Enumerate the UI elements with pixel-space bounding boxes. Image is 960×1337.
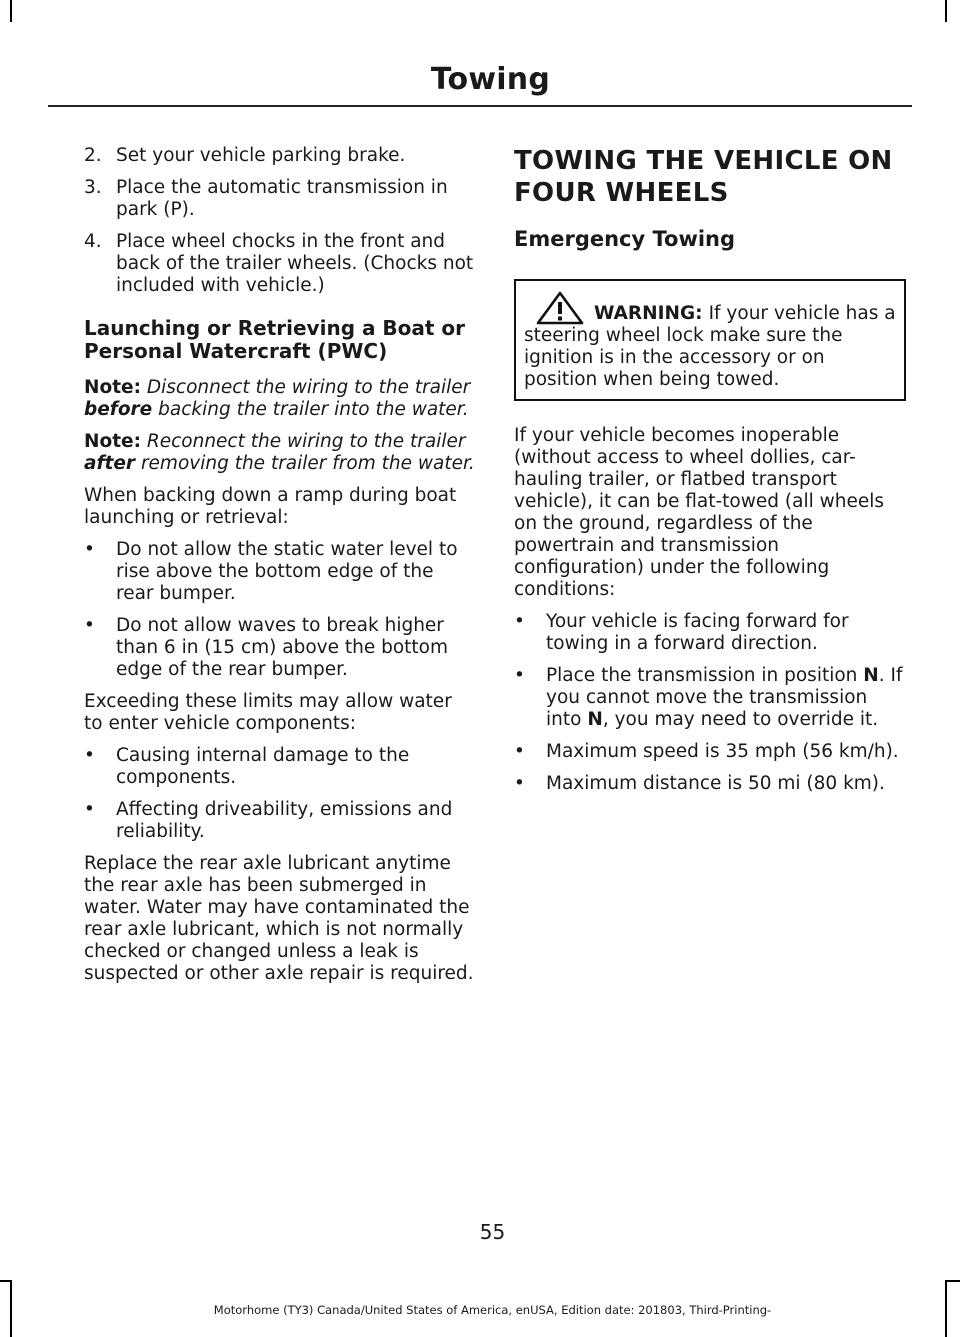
page-number: 55	[479, 1220, 506, 1244]
gear-n-label: N	[863, 665, 879, 686]
list-item	[84, 745, 476, 789]
gear-n-label: N	[587, 709, 603, 730]
page-header-title: Towing	[430, 62, 550, 97]
bullet-marker: •	[84, 615, 95, 636]
warning-text-rest: steering wheel lock make sure the ignition is in the accessory or on position when being towed.	[524, 325, 843, 390]
note-before	[84, 377, 476, 421]
step-item	[84, 177, 476, 221]
list-item	[84, 799, 476, 843]
bullet-marker: •	[514, 741, 525, 762]
warning-box	[514, 279, 906, 401]
note-emphasis: after	[84, 453, 136, 474]
bullet-marker: •	[84, 539, 95, 560]
bullet-marker: •	[514, 611, 525, 632]
bullet-text: Affecting driveability, emissions and reliability.	[116, 799, 453, 842]
step-number: 2.	[84, 145, 102, 166]
warning-text-first: If your vehicle has a	[708, 303, 896, 324]
step-text: Place the automatic transmission in park (P).	[116, 177, 448, 220]
exceed-intro: Exceeding these limits may allow water to enter vehicle components:	[84, 691, 452, 734]
note-text-post: backing the trailer into the water.	[158, 399, 469, 420]
step-item	[84, 231, 476, 297]
step-number: 3.	[84, 177, 102, 198]
main-heading-line-2: FOUR WHEELS	[514, 178, 729, 208]
ramp-intro: When backing down a ramp during boat launching or retrieval:	[84, 485, 457, 528]
note-text-pre: Reconnect the wiring to the trailer	[146, 431, 466, 452]
note-label: Note:	[84, 431, 141, 452]
bullet-marker: •	[84, 799, 95, 820]
warning-triangle-icon	[536, 291, 584, 325]
axle-paragraph: Replace the rear axle lubricant anytime the rear axle has been submerged in water. Water may have contaminated the rear axle lubricant, which is not normally checked or changed unless a leak is suspected or other axle repair is required.	[84, 853, 474, 984]
crop-mark-top-left	[10, 0, 12, 22]
section-main-heading	[514, 145, 906, 209]
inoperable-paragraph: If your vehicle becomes inoperable (without access to wheel dollies, car-hauling trailer, or flatbed transport vehicle), it can be flat-towed (all wheels on the ground, regardless of the powertrain and transmission configuration) under the following conditions:	[514, 425, 884, 600]
left-column	[84, 145, 476, 995]
emergency-towing-heading: Emergency Towing	[514, 227, 736, 251]
note-text-pre: Disconnect the wiring to the trailer	[146, 377, 471, 398]
bullet-text: Your vehicle is facing forward for towing in a forward direction.	[546, 611, 849, 654]
bullet-text: Do not allow waves to break higher than 6 in (15 cm) above the bottom edge of the rear bumper.	[116, 615, 449, 680]
list-item	[84, 539, 476, 605]
footer-edition-text: Motorhome (TY3) Canada/United States of America, enUSA, Edition date: 201803, Third-Printing-	[213, 1303, 772, 1317]
note-emphasis: before	[84, 399, 153, 420]
step-text: Place wheel chocks in the front and back of the trailer wheels. (Chocks not included with vehicle.)	[116, 231, 474, 296]
bullet-marker: •	[514, 773, 525, 794]
bullet-text: Do not allow the static water level to rise above the bottom edge of the rear bumper.	[116, 539, 458, 604]
note-after	[84, 431, 476, 475]
bullet-marker: •	[514, 665, 525, 686]
note-text-post: removing the trailer from the water.	[140, 453, 475, 474]
list-item	[514, 611, 906, 655]
bullet-text: Causing internal damage to the components.	[116, 745, 410, 788]
step-text: Set your vehicle parking brake.	[116, 145, 406, 166]
bullet-text-post: , you may need to override it.	[602, 709, 879, 730]
bullet-text-pre: Place the transmission in position	[546, 665, 858, 686]
note-label: Note:	[84, 377, 141, 398]
step-number: 4.	[84, 231, 102, 252]
crop-mark-bottom-right-h	[945, 1280, 960, 1282]
warning-label: WARNING:	[594, 303, 703, 324]
main-heading-line-1: TOWING THE VEHICLE ON	[514, 146, 893, 176]
bullet-text	[546, 665, 903, 730]
bullet-text: Maximum speed is 35 mph (56 km/h).	[546, 741, 899, 762]
bullet-text: Maximum distance is 50 mi (80 km).	[546, 773, 885, 794]
header-divider	[48, 105, 912, 107]
bullet-marker: •	[84, 745, 95, 766]
list-item	[514, 773, 906, 795]
list-item	[514, 741, 906, 763]
step-item	[84, 145, 476, 167]
list-item	[84, 615, 476, 681]
crop-mark-top-right	[945, 0, 947, 22]
warning-first-line	[524, 291, 896, 325]
bullet-text-mid: . If you cannot move the transmission into	[546, 665, 903, 730]
list-item	[514, 665, 906, 731]
boat-launch-heading: Launching or Retrieving a Boat or Personal Watercraft (PWC)	[84, 316, 466, 363]
right-column	[514, 145, 906, 805]
crop-mark-bottom-left-h	[0, 1280, 12, 1282]
